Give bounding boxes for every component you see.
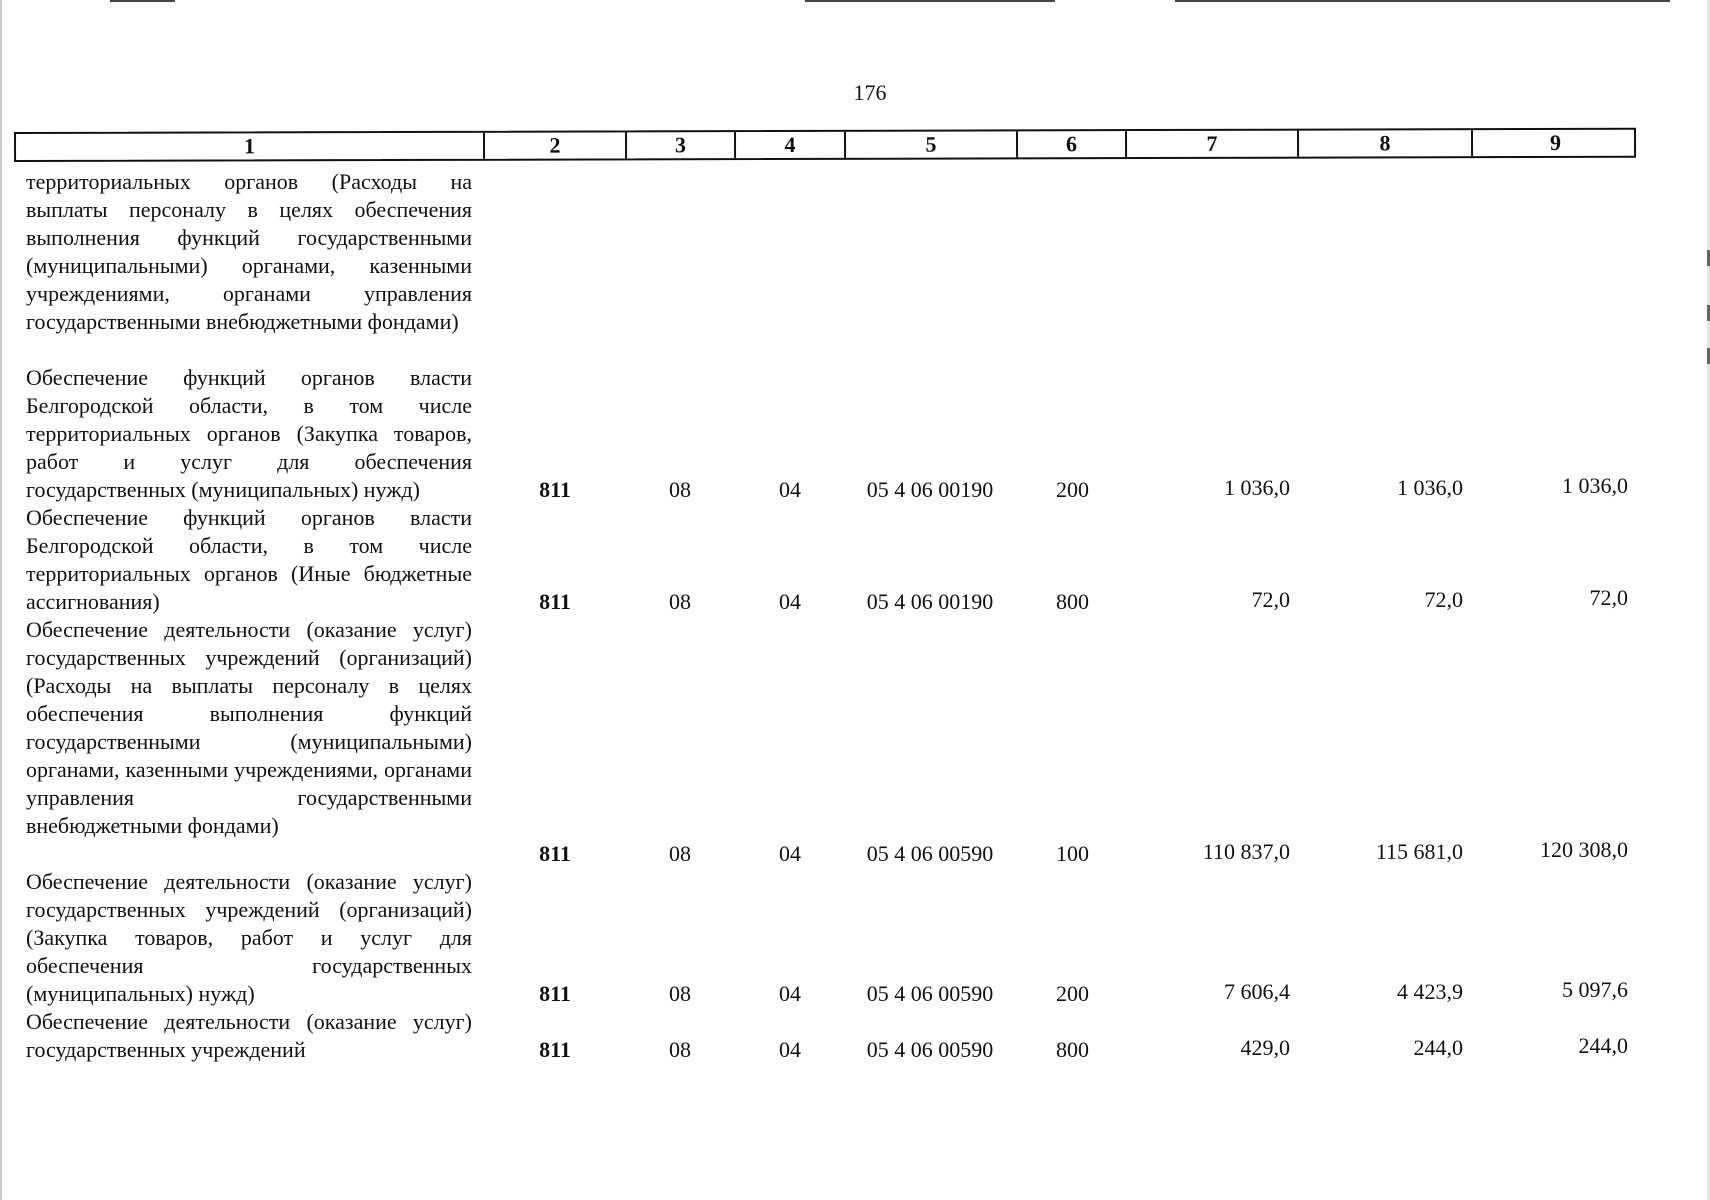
cell-expense-type: 800 — [1056, 589, 1089, 614]
cell-expense-type: 200 — [1056, 981, 1089, 1006]
header-col-7: 7 — [1127, 131, 1299, 157]
row-description: Обеспечение деятельности (оказание услуг) государственных учреждений — [26, 1009, 472, 1062]
cell-expense-type: 100 — [1056, 841, 1089, 866]
cell-section: 08 — [669, 477, 691, 502]
cell-amount-col9: 244,0 — [1578, 1033, 1628, 1058]
cell-expense-type: 200 — [1056, 477, 1089, 502]
row-description: Обеспечение функций органов власти Белгородской области, в том числе территориальных органов (Иные бюджетные ассигнования) — [26, 505, 472, 614]
cell-admin-code: 811 — [539, 1037, 571, 1062]
cell-amount-col7: 1 036,0 — [1224, 475, 1290, 500]
scan-edge-line — [1175, 0, 1670, 2]
header-col-2: 2 — [485, 132, 627, 158]
cell-admin-code: 811 — [539, 477, 571, 502]
header-col-4: 4 — [736, 132, 846, 158]
scan-edge-line — [110, 0, 175, 2]
row-description: Обеспечение деятельности (оказание услуг) государственных учреждений (организаций) (Закупка товаров, работ и услуг для обеспечения государственных (муниципальных) нужд) — [26, 869, 472, 1006]
cell-subsection: 04 — [779, 589, 801, 614]
cell-section: 08 — [669, 981, 691, 1006]
cell-target-article: 05 4 06 00190 — [866, 477, 994, 502]
cell-expense-type: 800 — [1056, 1037, 1089, 1062]
cell-section: 08 — [669, 841, 691, 866]
row-description: территориальных органов (Расходы на выплаты персоналу в целях обеспечения выполнения функций государственными (муниципальными) органами, казенными учреждениями, органами управления государственными внебюджетными фондами) — [26, 169, 472, 334]
cell-amount-col7: 72,0 — [1251, 587, 1290, 612]
cell-amount-col7: 429,0 — [1240, 1035, 1290, 1060]
row-description: Обеспечение функций органов власти Белгородской области, в том числе территориальных органов (Закупка товаров, работ и услуг для обеспечения государственных (муниципальных) нужд) — [26, 365, 472, 502]
cell-target-article: 05 4 06 00190 — [866, 589, 994, 614]
scan-edge-line — [805, 0, 1055, 2]
row-description: Обеспечение деятельности (оказание услуг) государственных учреждений (организаций) (Расходы на выплаты персоналу в целях обеспечения выполнения функций государственными (муниципальными) органами, казенными учреждениями, органами управления государственными внебюджетными фондами) — [26, 617, 472, 838]
cell-subsection: 04 — [779, 1037, 801, 1062]
cell-target-article: 05 4 06 00590 — [866, 1037, 994, 1062]
cell-admin-code: 811 — [539, 981, 571, 1006]
cell-section: 08 — [669, 1037, 691, 1062]
cell-target-article: 05 4 06 00590 — [866, 841, 994, 866]
cell-admin-code: 811 — [539, 841, 571, 866]
cell-amount-col9: 120 308,0 — [1540, 837, 1628, 862]
cell-subsection: 04 — [779, 981, 801, 1006]
cell-amount-col9: 1 036,0 — [1562, 473, 1628, 498]
header-col-5: 5 — [846, 131, 1018, 157]
header-col-1: 1 — [16, 133, 485, 160]
cell-amount-col8: 4 423,9 — [1397, 979, 1463, 1004]
cell-amount-col7: 110 837,0 — [1202, 839, 1290, 864]
cell-section: 08 — [669, 589, 691, 614]
header-col-9: 9 — [1550, 129, 1562, 155]
page-number: 176 — [853, 80, 887, 105]
cell-amount-col8: 244,0 — [1413, 1035, 1463, 1060]
cell-amount-col7: 7 606,4 — [1224, 979, 1290, 1004]
header-col-8: 8 — [1299, 130, 1473, 156]
scan-left-edge — [0, 0, 2, 1200]
cell-subsection: 04 — [779, 841, 801, 866]
cell-admin-code: 811 — [539, 589, 571, 614]
cell-amount-col9: 5 097,6 — [1562, 977, 1628, 1002]
table-header — [14, 128, 1636, 162]
cell-target-article: 05 4 06 00590 — [866, 981, 994, 1006]
cell-amount-col8: 72,0 — [1424, 587, 1463, 612]
cell-amount-col8: 1 036,0 — [1397, 475, 1463, 500]
header-col-3: 3 — [627, 132, 736, 158]
cell-amount-col8: 115 681,0 — [1375, 839, 1463, 864]
header-col-6: 6 — [1018, 131, 1127, 157]
cell-subsection: 04 — [779, 477, 801, 502]
cell-amount-col9: 72,0 — [1589, 585, 1628, 610]
